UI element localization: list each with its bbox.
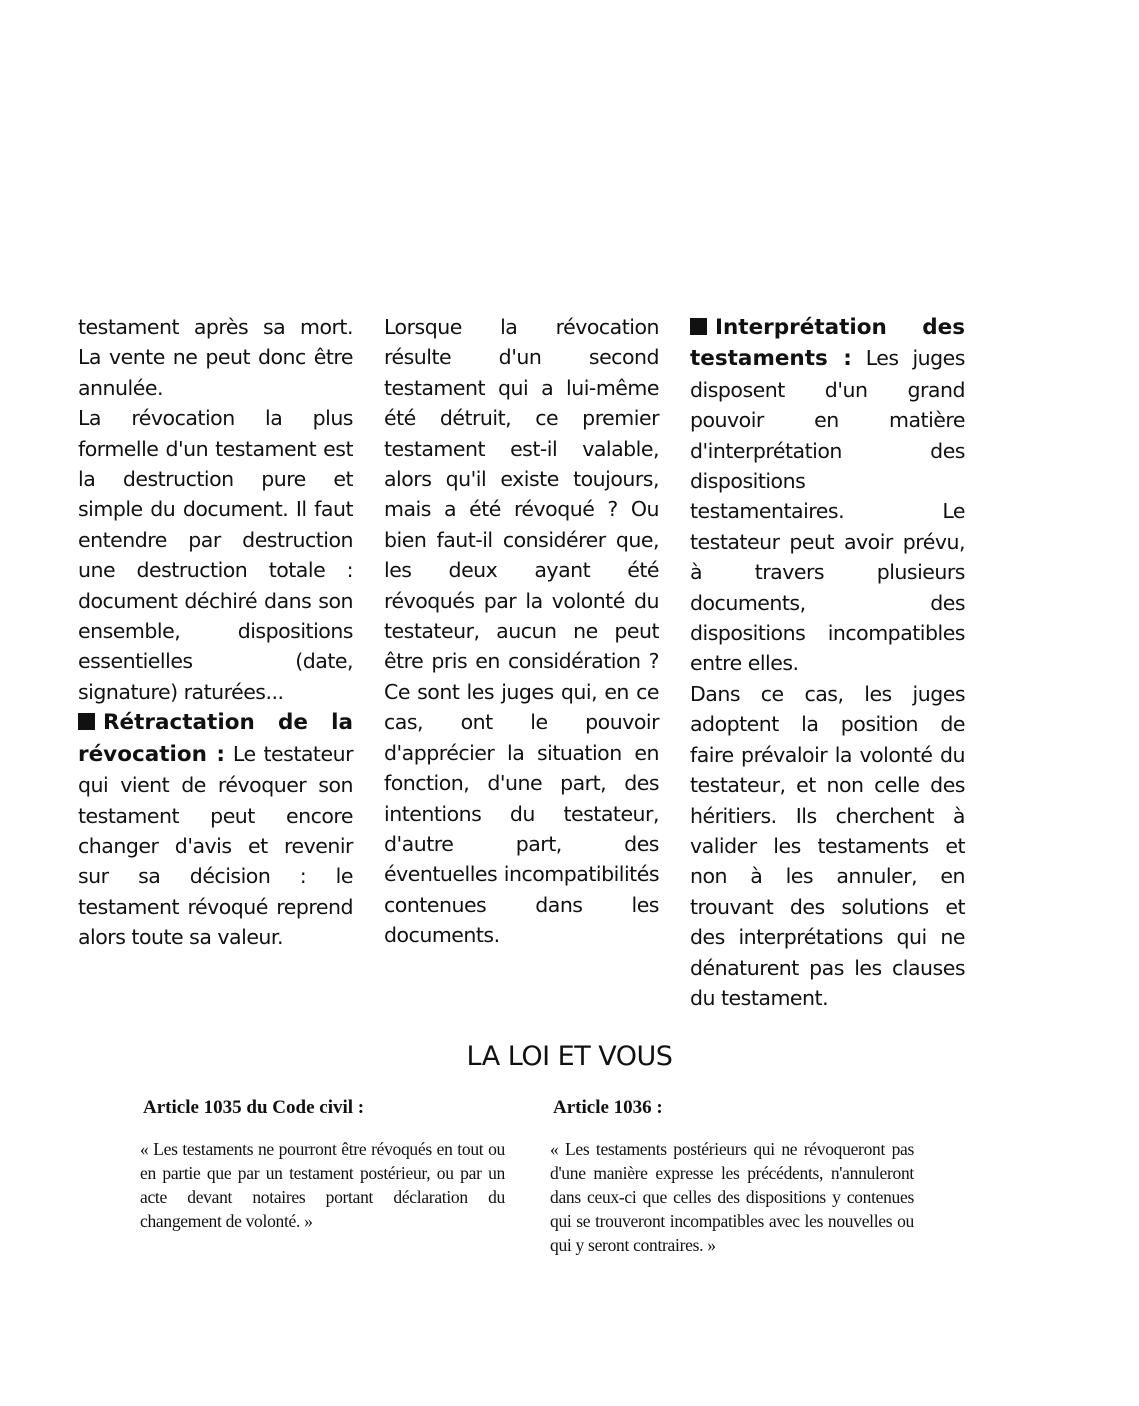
- column-1-section: [78, 707, 353, 952]
- column-3: [690, 312, 965, 1013]
- law-article-1036-text: « Les testaments postérieurs qui ne révoqueront pas d'une manière expresse les précédents, n'annuleront dans ceux-ci que celles des dispositions y contenues qui se trouveront incompatibles avec les nouvelles ou qui y seront contraires. »: [550, 1139, 914, 1255]
- column-3-section: [690, 312, 965, 679]
- column-1-paragraph-2: La révocation la plus formelle d'un testament est la destruction pure et simple du document. Il faut entendre par destruction une destruction totale : document déchiré dans son ensemble, dispositions essentielles (date, signature) raturées...: [78, 406, 353, 704]
- square-bullet-icon: [690, 318, 707, 335]
- column-2: [384, 312, 659, 951]
- column-3-paragraph-2: Dans ce cas, les juges adoptent la position de faire prévaloir la volonté du testateur, et non celle des héritiers. Ils cherchent à valider les testaments et non à les annuler, en trouvant des solutions et des interprétations qui ne dénaturent pas les clauses du testament.: [690, 681, 965, 1010]
- section-text-interpretation: Les juges disposent d'un grand pouvoir en matière d'interprétation des dispositions testamentaires. Le testateur peut avoir prévu, à travers plusieurs documents, des dispositions incompatibles entre elles.: [690, 346, 965, 676]
- column-1: [78, 312, 353, 953]
- section-heading-retractation-text: Rétractation de la révocation :: [78, 710, 353, 767]
- section-heading-interpretation-text: Interprétation des testaments :: [690, 315, 965, 372]
- law-article-1035-text: « Les testaments ne pourront être révoqués en tout ou en partie que par un testament postérieur, ou par un acte devant notaires portant déclaration du changement de volonté. »: [140, 1139, 505, 1231]
- law-article-1036: [550, 1095, 914, 1257]
- square-bullet-icon: [78, 713, 95, 730]
- column-2-paragraph-1: Lorsque la révocation résulte d'un second testament qui a lui-même été détruit, ce premier testament est-il valable, alors qu'il existe toujours, mais a été révoqué ? Ou bien faut-il considérer que, les deux ayant été révoqués par la volonté du testateur, aucun ne peut être pris en considération ? Ce sont les juges qui, en ce cas, ont le pouvoir d'apprécier la situation en fonction, d'une part, des intentions du testateur, d'autre part, des éventuelles incompatibilités contenues dans les documents.: [384, 315, 659, 948]
- section-text-retractation: Le testateur qui vient de révoquer son testament peut encore changer d'avis et revenir sur sa décision : le testament révoqué reprend alors toute sa valeur.: [78, 741, 353, 950]
- column-1-paragraph-1: testament après sa mort. La vente ne peut donc être annulée.: [78, 315, 353, 400]
- law-article-1036-heading: Article 1036 :: [553, 1097, 663, 1118]
- law-article-1035-heading: Article 1035 du Code civil :: [143, 1097, 365, 1118]
- law-box-title: LA LOI ET VOUS: [466, 1041, 673, 1072]
- law-article-1035: [140, 1095, 505, 1233]
